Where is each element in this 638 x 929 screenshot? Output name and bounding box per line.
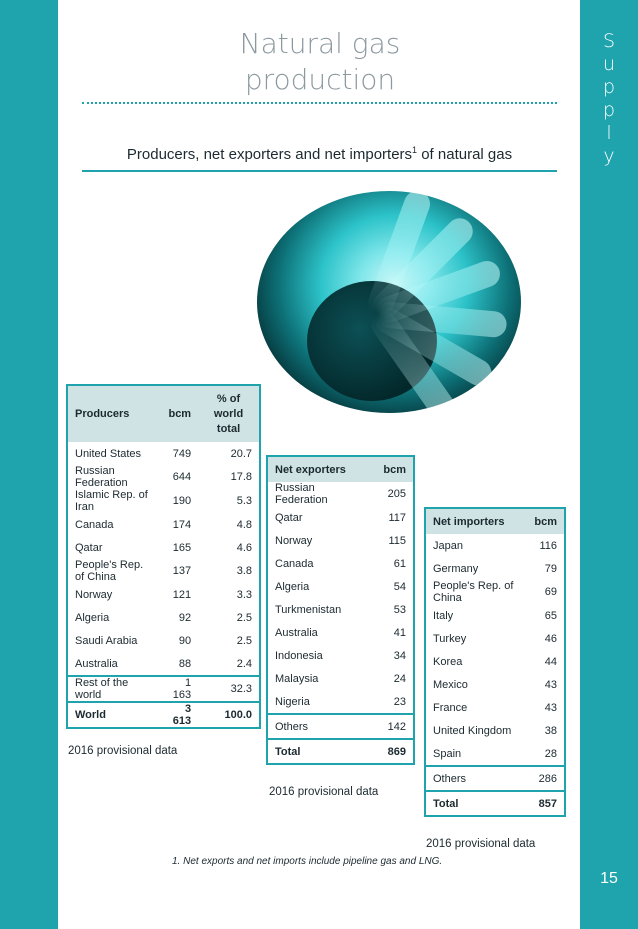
row-label-cell: Others [425,766,527,791]
page-title: Natural gas production [239,27,401,96]
country-cell: Qatar [275,511,303,524]
value-cell: 61 [393,557,406,570]
row-label-cell: World [67,702,160,728]
total-row [267,739,414,764]
table-row [425,719,565,742]
country-cell: Norway [75,588,113,601]
country-cell: Indonesia [275,649,323,662]
table-header-row [67,385,260,442]
page-number: 15 [600,870,618,887]
country-cell: People's Rep. of China [433,580,514,604]
table-row [267,575,414,598]
value-cell: 644 [172,471,192,483]
others-row [425,766,565,791]
country-cell: Nigeria [275,695,310,708]
subtitle-text: Producers, net exporters and net importers [126,146,413,163]
table-row [67,465,260,489]
value-cell: 4.6 [236,541,252,554]
row-label-cell: Total [267,739,376,764]
value-cell: 5.3 [236,495,252,507]
others-row [267,714,414,739]
left-margin-bar [0,0,58,929]
value-cell: 79 [544,562,557,575]
value-cell: 17.8 [230,471,252,483]
value-cell: 3 613 [160,702,199,728]
table-row [267,690,414,714]
world-total-row [67,702,260,728]
value-cell: 116 [539,539,557,552]
country-cell: Algeria [75,611,110,624]
country-cell: Spain [433,747,462,760]
value-cell: 69 [544,586,557,598]
table-row [425,580,565,604]
table-row [425,650,565,673]
country-cell: Qatar [75,541,103,554]
value-cell: 46 [544,632,557,645]
value-cell: 23 [393,695,406,708]
country-cell: Canada [275,557,314,570]
table-row [267,667,414,690]
subtitle-rule [82,170,557,172]
column-header: % of world total [198,385,260,442]
rest-of-world-row [67,676,260,702]
country-cell: Malaysia [275,672,319,685]
producers-table [66,384,261,729]
country-cell: People's Rep. of China [75,559,144,583]
country-cell: Australia [75,657,118,670]
table-row [425,742,565,766]
value-cell: 38 [544,724,557,737]
table-row [267,506,414,529]
section-subtitle [82,145,557,163]
gas-flame-illustration [257,191,521,413]
title-dotted-rule [82,102,557,104]
exporters-note: 2016 provisional data [269,786,379,798]
country-cell: Islamic Rep. of Iran [75,489,148,513]
table-row [425,557,565,580]
value-cell: 43 [544,678,557,691]
country-cell: Korea [433,655,463,668]
table-row [425,627,565,650]
country-cell: United States [75,447,142,460]
table-row [67,559,260,583]
value-cell: 65 [544,609,557,622]
value-cell: 2.5 [236,634,252,647]
importers-note: 2016 provisional data [426,838,536,850]
country-cell: Algeria [275,580,310,593]
value-cell: 137 [172,565,192,577]
country-cell: Australia [275,626,318,639]
value-cell: 44 [544,655,557,668]
value-cell: 205 [387,488,406,500]
table-row [67,489,260,513]
total-row [425,791,565,816]
country-cell: France [433,701,468,714]
value-cell: 100.0 [198,702,260,728]
value-cell: 43 [544,701,557,714]
country-cell: Canada [75,518,114,531]
value-cell: 749 [172,447,192,460]
value-cell: 28 [544,747,557,760]
value-cell: 121 [172,588,192,601]
table-row [267,598,414,621]
table-row [67,583,260,606]
value-cell: 90 [178,634,192,647]
country-cell: Russian Federation [75,465,128,489]
row-label-cell: Others [267,714,376,739]
country-cell: Germany [433,562,479,575]
value-cell: 1 163 [160,676,199,702]
column-header: bcm [160,385,199,442]
value-cell: 34 [393,649,406,662]
country-cell: Saudi Arabia [75,634,138,647]
table-row [67,536,260,559]
net-exporters-table [266,455,415,765]
value-cell: 2.5 [236,611,252,624]
value-cell: 857 [527,791,565,816]
value-cell: 53 [393,603,406,616]
country-cell: Japan [433,539,463,552]
country-cell: Russian Federation [275,482,328,506]
country-cell: Turkmenistan [275,603,342,616]
value-cell: 174 [172,518,192,531]
value-cell: 32.3 [198,676,260,702]
side-label-letter: S [602,30,616,52]
net-importers-table [424,507,566,817]
value-cell: 41 [393,626,406,639]
table-row [67,629,260,652]
value-cell: 869 [376,739,414,764]
side-label-letter: l [606,122,612,144]
value-cell: 24 [393,672,406,685]
table-row [425,696,565,719]
subtitle-tail: of natural gas [417,146,513,163]
value-cell: 92 [178,611,192,624]
table-row [67,652,260,676]
value-cell: 190 [172,495,192,507]
country-cell: Norway [275,534,313,547]
row-label-cell: Rest of the world [67,676,160,702]
table-row [67,442,260,465]
country-cell: Turkey [433,632,467,645]
subtitle-footnote-mark: 1 [412,145,418,155]
column-header: Net exporters [267,456,376,482]
column-header: bcm [527,508,565,534]
value-cell: 117 [388,511,406,524]
country-cell: United Kingdom [433,724,512,737]
table-row [267,644,414,667]
value-cell: 286 [527,766,565,791]
table-header-row [267,456,414,482]
table-row [425,534,565,557]
value-cell: 20.7 [230,447,252,460]
column-header: Producers [67,385,160,442]
table-row [67,606,260,629]
column-header: Net importers [425,508,527,534]
side-label-letter: u [602,53,616,75]
row-label-cell: Total [425,791,527,816]
section-side-label [580,30,638,168]
side-label-letter: y [603,145,615,167]
column-header: bcm [376,456,414,482]
table-row [267,482,414,506]
value-cell: 88 [178,657,192,670]
table-row [267,552,414,575]
value-cell: 165 [172,541,192,554]
country-cell: Italy [433,609,454,622]
producers-note: 2016 provisional data [68,745,178,757]
value-cell: 3.3 [236,588,252,601]
table-row [425,604,565,627]
footnote: 1. Net exports and net imports include pipeline gas and LNG. [172,856,443,867]
side-label-letter: p [602,76,616,98]
value-cell: 4.8 [236,518,252,531]
table-header-row [425,508,565,534]
country-cell: Mexico [433,678,468,691]
table-row [267,621,414,644]
table-row [267,529,414,552]
value-cell: 142 [376,714,414,739]
value-cell: 115 [388,534,406,547]
side-label-letter: p [602,99,616,121]
value-cell: 2.4 [236,657,252,670]
value-cell: 3.8 [236,565,252,577]
table-row [67,513,260,536]
table-row [425,673,565,696]
value-cell: 54 [393,580,406,593]
